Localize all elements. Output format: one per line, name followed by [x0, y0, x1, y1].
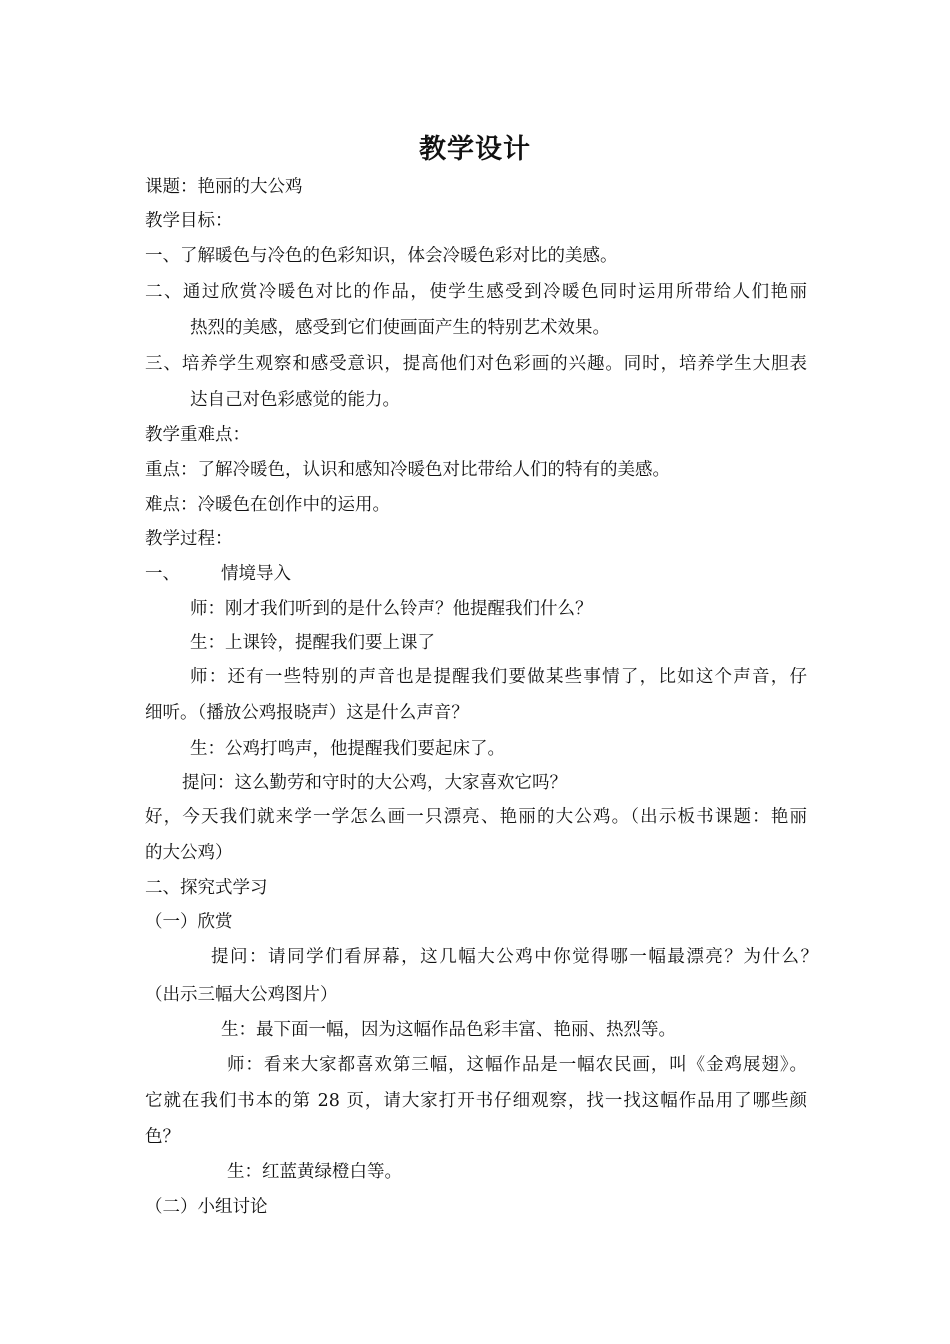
difficult-point-line: 难点：冷暖色在创作中的运用。: [145, 495, 390, 515]
section-heading-objectives: 教学目标：: [145, 211, 233, 231]
subsection-heading-appreciation: （一）欣赏: [145, 912, 233, 932]
step-number: 一、: [145, 564, 180, 584]
section-heading-inquiry: 二、探究式学习: [145, 878, 268, 898]
objective-line: 三、培养学生观察和感受意识，提高他们对色彩画的兴趣。同时，培养学生大胆表: [145, 354, 807, 374]
objective-line-continued: 热烈的美感，感受到它们使画面产生的特别艺术效果。: [190, 318, 610, 338]
lesson-topic: 课题：艳丽的大公鸡: [145, 177, 303, 197]
dialogue-line: 师：还有一些特别的声音也是提醒我们要做某些事情了，比如这个声音，仔: [190, 667, 807, 687]
objective-line: 二、通过欣赏冷暖色对比的作品，使学生感受到冷暖色同时运用所带给人们艳丽: [145, 282, 807, 302]
objective-line: 一、了解暖色与冷色的色彩知识，体会冷暖色彩对比的美感。: [145, 246, 618, 266]
objective-line-continued: 达自己对色彩感觉的能力。: [190, 390, 400, 410]
dialogue-line: 师：看来大家都喜欢第三幅，这幅作品是一幅农民画，叫《金鸡展翅》。: [227, 1055, 807, 1075]
dialogue-line: 师：刚才我们听到的是什么铃声？他提醒我们什么？: [190, 599, 593, 619]
dialogue-line: 生：最下面一幅，因为这幅作品色彩丰富、艳丽、热烈等。: [221, 1020, 676, 1040]
subsection-heading-group-discussion: （二）小组讨论: [145, 1197, 268, 1217]
section-heading-key-points: 教学重难点：: [145, 425, 250, 445]
dialogue-line-continued: 的大公鸡）: [145, 843, 233, 863]
dialogue-line-continued: 细听。（播放公鸡报晓声）这是什么声音？: [145, 703, 469, 723]
dialogue-line: 提问：这么勤劳和守时的大公鸡，大家喜欢它吗？: [182, 773, 567, 793]
dialogue-line: 生：公鸡打鸣声，他提醒我们要起床了。: [190, 739, 505, 759]
dialogue-line-continued: （出示三幅大公鸡图片）: [145, 985, 338, 1005]
dialogue-line: 生：上课铃，提醒我们要上课了: [190, 633, 435, 653]
document-title: 教学设计: [419, 134, 531, 165]
step-title: 情境导入: [221, 564, 291, 584]
section-heading-process: 教学过程：: [145, 529, 233, 549]
key-point-line: 重点：了解冷暖色，认识和感知冷暖色对比带给人们的特有的美感。: [145, 460, 670, 480]
dialogue-line: 好，今天我们就来学一学怎么画一只漂亮、艳丽的大公鸡。（出示板书课题：艳丽: [145, 807, 807, 827]
dialogue-line: 生：红蓝黄绿橙白等。: [227, 1162, 402, 1182]
dialogue-line-continued: 色？: [145, 1127, 180, 1147]
dialogue-line: 提问：请同学们看屏幕，这几幅大公鸡中你觉得哪一幅最漂亮？为什么？: [211, 947, 818, 967]
dialogue-line-continued: 它就在我们书本的第 28 页，请大家打开书仔细观察，找一找这幅作品用了哪些颜: [145, 1091, 807, 1111]
